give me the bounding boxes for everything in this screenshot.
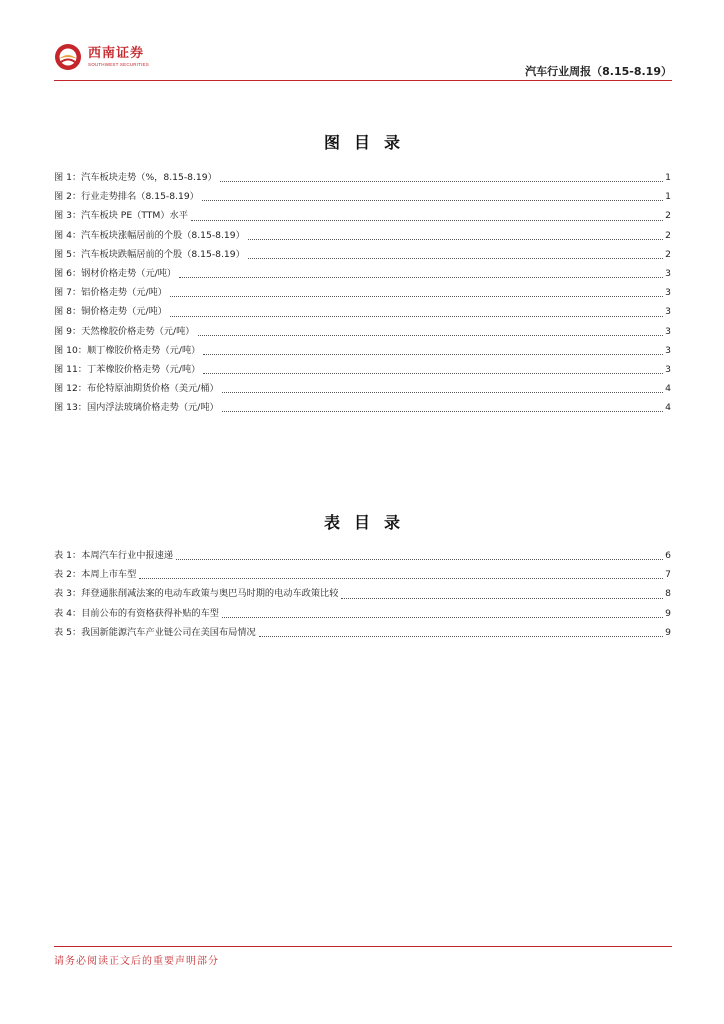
figure-toc-entry-label: 图 8：铜价格走势（元/吨） [54, 306, 167, 318]
dot-leader [191, 220, 663, 221]
dot-leader [170, 316, 663, 317]
dot-leader [176, 559, 663, 560]
figure-toc-entry[interactable] [54, 265, 671, 284]
table-toc-entry-page-number: 9 [665, 607, 671, 619]
figure-toc-entry-label: 图 12：布伦特原油期货价格（美元/桶） [54, 383, 219, 395]
table-toc-entry-label: 表 4：目前公布的有资格获得补贴的车型 [54, 607, 219, 619]
figure-toc-entry[interactable] [54, 303, 671, 322]
figure-toc-entry-label: 图 7：铝价格走势（元/吨） [54, 287, 167, 299]
footer-divider [54, 946, 672, 947]
figure-toc-entry-label: 图 9：天然橡胶价格走势（元/吨） [54, 325, 195, 337]
figure-toc-entry-label: 图 10：顺丁橡胶价格走势（元/吨） [54, 344, 201, 356]
figure-toc-entry-page-number: 3 [665, 287, 671, 299]
table-toc-entry-label: 表 2：本周上市车型 [54, 569, 137, 581]
header-divider [54, 80, 672, 81]
figure-toc-entry-page-number: 4 [665, 383, 671, 395]
figure-toc-entry-label: 图 3：汽车板块 PE（TTM）水平 [54, 210, 188, 222]
table-toc-entry[interactable] [54, 605, 671, 624]
figure-toc-entry[interactable] [54, 323, 671, 342]
figure-toc-heading: 图目录 [323, 133, 414, 152]
figure-toc-entry[interactable] [54, 188, 671, 207]
dot-leader [259, 636, 663, 637]
figure-toc-entry-page-number: 3 [665, 363, 671, 375]
dot-leader [222, 392, 663, 393]
figure-toc-entry-page-number: 3 [665, 325, 671, 337]
figure-toc-entry-page-number: 3 [665, 306, 671, 318]
dot-leader [341, 598, 663, 599]
figure-toc-entry-page-number: 3 [665, 267, 671, 279]
figure-toc-entry[interactable] [54, 207, 671, 226]
figure-toc-entry-page-number: 4 [665, 402, 671, 414]
figure-toc-list [54, 169, 671, 418]
dot-leader [222, 617, 663, 618]
table-toc-heading: 表目录 [323, 513, 414, 532]
figure-toc-entry-page-number: 1 [665, 172, 671, 183]
figure-toc-entry[interactable] [54, 227, 671, 246]
figure-toc-entry-label: 图 4：汽车板块涨幅居前的个股（8.15-8.19） [54, 229, 245, 241]
company-logo-icon [54, 43, 82, 71]
figure-toc-entry-page-number: 2 [665, 210, 671, 222]
table-toc-entry-page-number: 9 [665, 626, 671, 638]
dot-leader [203, 354, 663, 355]
figure-toc-entry[interactable] [54, 361, 671, 380]
figure-toc-entry-label: 图 1：汽车板块走势（%，8.15-8.19） [54, 172, 217, 183]
table-toc-entry-label: 表 5：我国新能源汽车产业链公司在美国布局情况 [54, 626, 256, 638]
figure-toc-entry-page-number: 2 [665, 248, 671, 260]
figure-toc-entry[interactable] [54, 399, 671, 418]
table-toc-entry[interactable] [54, 547, 671, 566]
logo-english-name: SOUTHWEST SECURITIES [88, 62, 149, 67]
figure-toc-entry-page-number: 3 [665, 344, 671, 356]
dot-leader [220, 181, 663, 182]
footer-disclaimer: 请务必阅读正文后的重要声明部分 [54, 956, 219, 967]
dot-leader [203, 373, 663, 374]
table-toc-entry-page-number: 8 [665, 588, 671, 600]
figure-toc-entry-page-number: 2 [665, 229, 671, 241]
dot-leader [202, 200, 663, 201]
figure-toc-entry-label: 图 5：汽车板块跌幅居前的个股（8.15-8.19） [54, 248, 245, 260]
dot-leader [170, 296, 663, 297]
figure-toc-entry[interactable] [54, 284, 671, 303]
dot-leader [222, 411, 663, 412]
table-toc-entry[interactable] [54, 566, 671, 585]
company-logo [54, 43, 149, 71]
report-title: 汽车行业周报（8.15-8.19） [525, 65, 672, 78]
figure-toc-entry[interactable] [54, 246, 671, 265]
figure-toc-entry-label: 图 13：国内浮法玻璃价格走势（元/吨） [54, 402, 219, 414]
table-toc-entry[interactable] [54, 585, 671, 604]
dot-leader [248, 239, 663, 240]
table-toc-entry-label: 表 1：本周汽车行业中报速递 [54, 550, 174, 561]
figure-toc-entry-page-number: 1 [665, 191, 671, 203]
logo-chinese-name: 西南证券 [88, 46, 145, 61]
figure-toc-entry-label: 图 11：丁苯橡胶价格走势（元/吨） [54, 363, 201, 375]
table-toc-entry-page-number: 7 [665, 569, 671, 581]
table-toc-entry[interactable] [54, 624, 671, 643]
dot-leader [198, 335, 664, 336]
figure-toc-entry[interactable] [54, 380, 671, 399]
dot-leader [139, 578, 663, 579]
dot-leader [248, 258, 663, 259]
figure-toc-entry[interactable] [54, 342, 671, 361]
dot-leader [179, 277, 663, 278]
figure-toc-entry-label: 图 2：行业走势排名（8.15-8.19） [54, 191, 199, 203]
table-toc-entry-page-number: 6 [665, 550, 671, 561]
figure-toc-entry-label: 图 6：钢材价格走势（元/吨） [54, 267, 177, 279]
table-toc-list [54, 547, 671, 643]
figure-toc-entry[interactable] [54, 169, 671, 188]
table-toc-entry-label: 表 3：拜登通胀削减法案的电动车政策与奥巴马时期的电动车政策比较 [54, 588, 339, 600]
